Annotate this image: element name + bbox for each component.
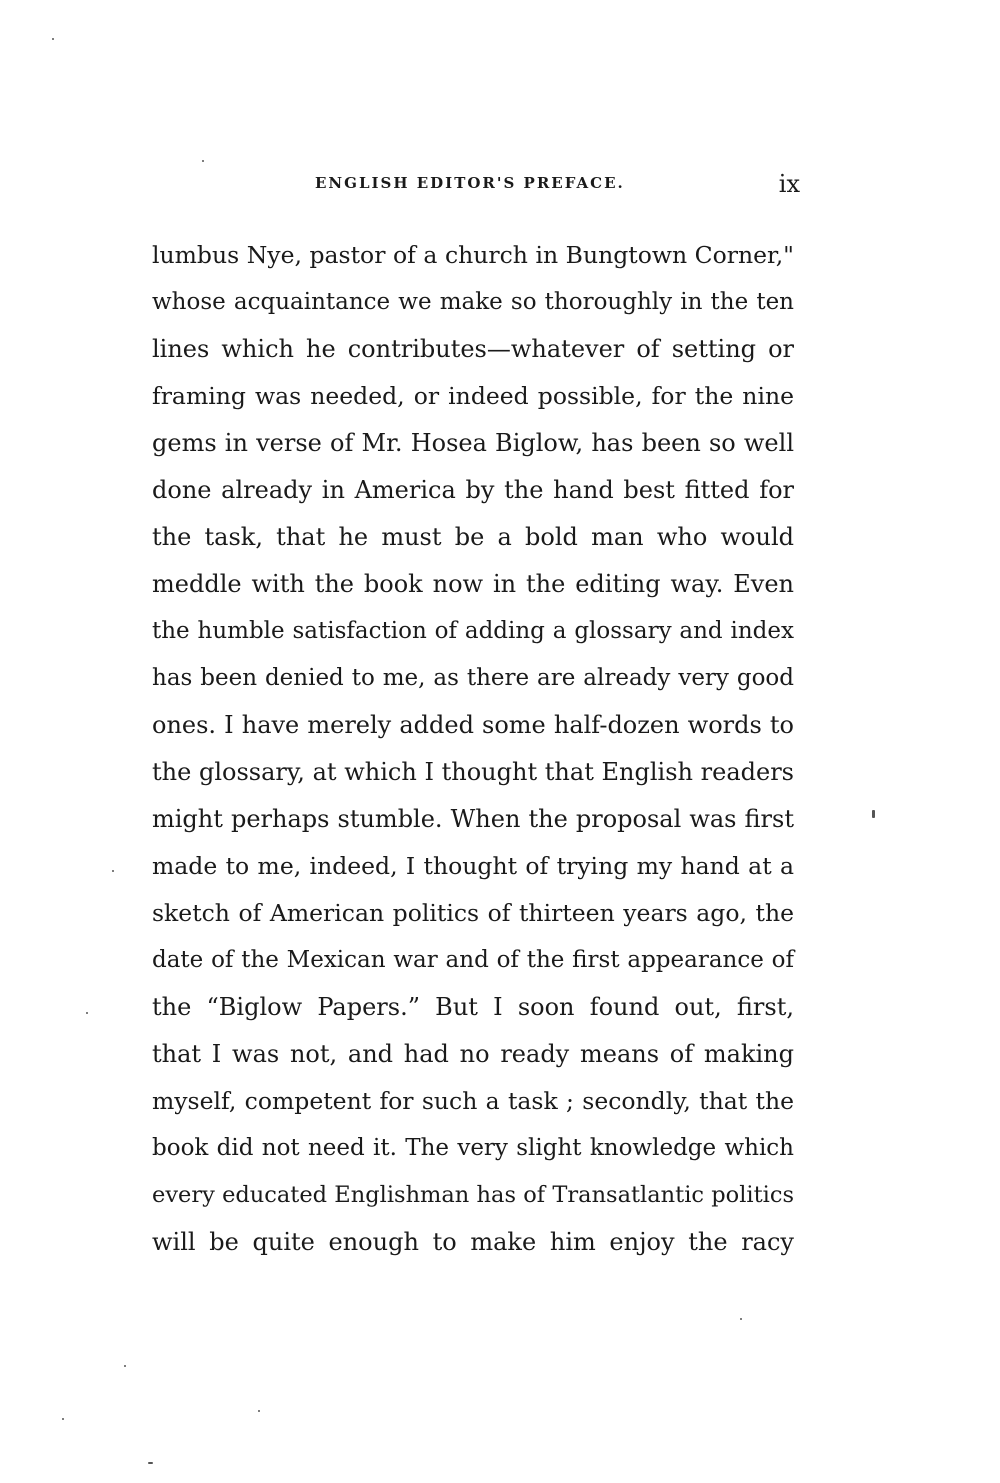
running-head: [150, 170, 800, 200]
text-line: framing was needed, or indeed possible, for the nine: [152, 382, 794, 410]
text-line: gems in verse of Mr. Hosea Biglow, has been so well: [152, 429, 794, 457]
scan-speck: [258, 1410, 260, 1412]
scan-speck: [124, 1365, 126, 1367]
scan-speck: [202, 160, 204, 162]
text-line: the “Biglow Papers.” But I soon found out, first,: [152, 993, 794, 1021]
text-line: made to me, indeed, I thought of trying my hand at a: [152, 852, 794, 880]
text-line: done already in America by the hand best fitted for: [152, 476, 794, 504]
scan-speck: [86, 1012, 88, 1014]
scan-speck: [740, 1318, 742, 1320]
scan-speck: [148, 1462, 153, 1464]
text-line: the glossary, at which I thought that English readers: [152, 758, 794, 786]
text-line: book did not need it. The very slight knowledge which: [152, 1135, 794, 1161]
page-number: ix: [778, 170, 800, 198]
text-line: every educated Englishman has of Transatlantic politics: [152, 1182, 794, 1208]
text-line: has been denied to me, as there are already very good: [152, 665, 794, 691]
text-line: lines which he contributes—whatever of setting or: [152, 335, 794, 363]
text-line: ones. I have merely added some half-dozen words to: [152, 711, 794, 739]
text-line: might perhaps stumble. When the proposal was first: [152, 805, 794, 833]
text-line: lumbus Nye, pastor of a church in Bungtown Corner,": [152, 241, 794, 269]
text-line: will be quite enough to make him enjoy the racy: [152, 1228, 794, 1256]
text-line: sketch of American politics of thirteen years ago, the: [152, 899, 794, 927]
text-line: whose acquaintance we make so thoroughly in the ten: [152, 289, 794, 315]
text-line: the humble satisfaction of adding a glossary and index: [152, 618, 794, 644]
text-line: the task, that he must be a bold man who would: [152, 523, 794, 551]
scan-speck: [112, 870, 114, 872]
text-line: that I was not, and had no ready means of making: [152, 1040, 794, 1068]
text-line: myself, competent for such a task ; secondly, that the: [152, 1087, 794, 1115]
scan-speck: [872, 810, 875, 818]
text-line: meddle with the book now in the editing way. Even: [152, 570, 794, 598]
scan-speck: [62, 1418, 64, 1420]
text-line: date of the Mexican war and of the first appearance of: [152, 947, 794, 973]
body-text: [152, 240, 794, 1274]
running-title: ENGLISH EDITOR'S PREFACE.: [315, 174, 625, 192]
scan-speck: [52, 38, 54, 40]
